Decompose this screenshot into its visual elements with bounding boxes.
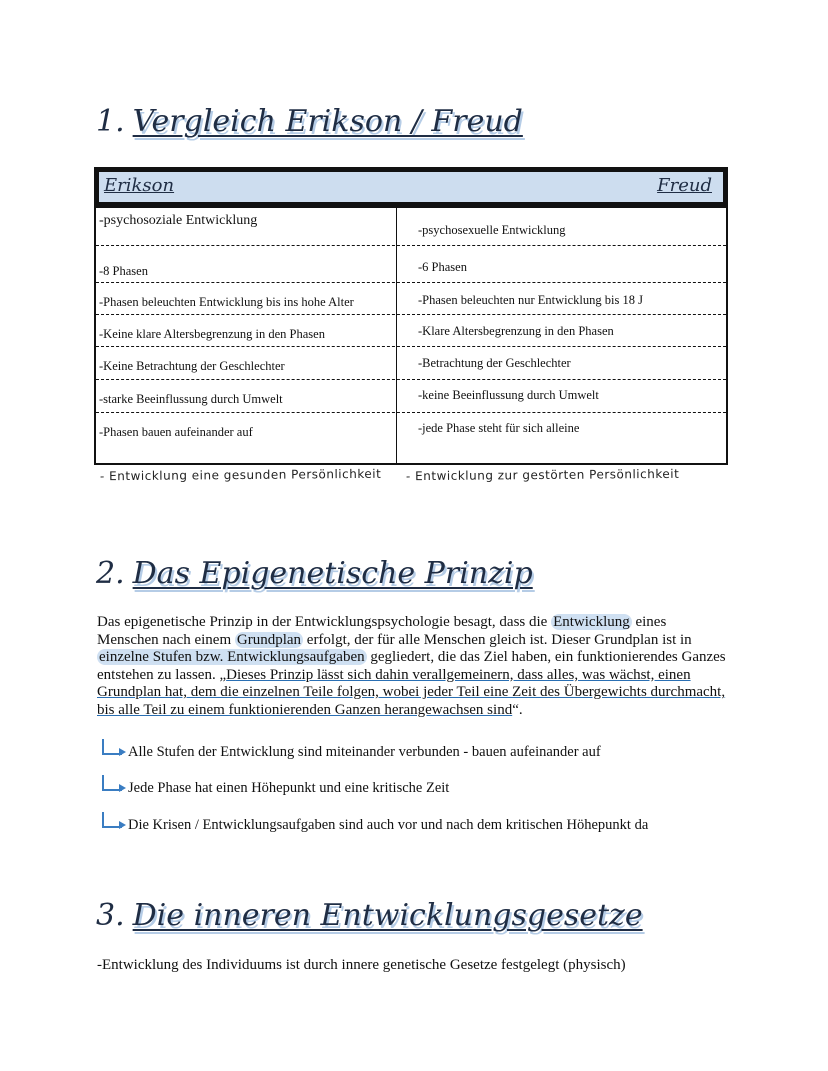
paragraph-text: erfolgt, der für alle Menschen gleich ist. Dieser Grundplan ist in — [303, 631, 692, 648]
underlined-quote: Dieses Prinzip lässt sich dahin verallgemeinern, dass alles, was wächst, einen Grundplan hat, dem die einzelnen Teile folgen, wobei jeder Teil eine Zeit des Übergewichts durchmacht, bis alle Teil zu einem funktionierenden Ganzen herangewachsen sind — [97, 666, 726, 718]
handwritten-note-erikson: - Entwicklung eine gesunden Persönlichkeit — [99, 466, 382, 484]
cell-erikson: -starke Beeinflussung durch Umwelt — [99, 392, 283, 406]
table-row — [96, 380, 726, 413]
section-3-text: -Entwicklung des Individuums ist durch innere genetische Gesetze festgelegt (physisch) — [97, 957, 626, 973]
cell-erikson: -Phasen beleuchten Entwicklung bis ins hohe Alter — [99, 295, 354, 309]
paragraph-text: “. — [512, 701, 523, 718]
cell-freud: -psychosexuelle Entwicklung — [418, 223, 566, 237]
paragraph-text: Das epigenetische Prinzip in der Entwicklungspsychologie besagt, dass die — [97, 614, 552, 630]
header-erikson: Erikson — [104, 175, 175, 196]
section-2-title: Das Epigenetische Prinzip — [132, 556, 533, 591]
section-2-number: 2. — [96, 556, 125, 591]
cell-erikson: -psychosoziale Entwicklung — [99, 213, 258, 228]
section-1-title: Vergleich Erikson / Freud — [132, 104, 523, 139]
epigenetic-paragraph — [97, 614, 727, 720]
cell-erikson: -Keine klare Altersbegrenzung in den Phasen — [99, 327, 325, 341]
header-freud: Freud — [657, 175, 712, 196]
comparison-table — [94, 167, 728, 465]
cell-erikson: -8 Phasen — [99, 264, 148, 278]
highlight-stufen: einzelne Stufen bzw. Entwicklungsaufgaben — [99, 649, 365, 666]
arrow-icon — [100, 781, 126, 797]
section-3-title: Die inneren Entwicklungsgesetze — [132, 898, 643, 933]
bullet-text: Jede Phase hat einen Höhepunkt und eine kritische Zeit — [128, 780, 450, 796]
paragraph-text: eines Menschen nach einem — [97, 614, 667, 648]
table-row — [96, 246, 726, 283]
section-3-number: 3. — [96, 898, 125, 933]
cell-erikson: -Phasen bauen aufeinander auf — [99, 425, 253, 439]
bullet-text: Alle Stufen der Entwicklung sind miteinander verbunden - bauen aufeinander auf — [128, 744, 601, 760]
section-2-heading — [96, 556, 533, 591]
bullet-item — [100, 744, 601, 761]
table-row — [96, 205, 726, 246]
table-row — [96, 315, 726, 347]
cell-freud: -jede Phase steht für sich alleine — [418, 421, 580, 435]
arrow-icon — [100, 818, 126, 834]
cell-freud: -Phasen beleuchten nur Entwicklung bis 18 J — [418, 293, 643, 307]
table-row — [96, 347, 726, 380]
section-1-number: 1. — [96, 104, 125, 139]
arrow-icon — [100, 745, 126, 761]
highlight-grundplan: Grundplan — [236, 631, 302, 648]
bullet-item — [100, 780, 449, 797]
cell-erikson: -Keine Betrachtung der Geschlechter — [99, 359, 285, 373]
bullet-text: Die Krisen / Entwicklungsaufgaben sind auch vor und nach dem kritischen Höhepunkt da — [128, 817, 649, 833]
cell-freud: -Klare Altersbegrenzung in den Phasen — [418, 324, 614, 338]
section-3-heading — [96, 898, 643, 933]
section-1-heading — [96, 104, 523, 139]
cell-freud: -6 Phasen — [418, 260, 467, 274]
table-row — [96, 283, 726, 315]
cell-freud: -Betrachtung der Geschlechter — [418, 356, 571, 370]
table-header — [96, 169, 726, 208]
paragraph-text: gegliedert, die das Ziel haben, ein funktionierendes Ganzes entstehen zu lassen. „ — [97, 649, 726, 683]
bullet-item — [100, 817, 648, 834]
table-row — [96, 413, 726, 463]
cell-freud: -keine Beeinflussung durch Umwelt — [418, 388, 599, 402]
highlight-entwicklung: Entwicklung — [553, 614, 630, 630]
handwritten-note-freud: - Entwicklung zur gestörten Persönlichkeit — [405, 466, 680, 484]
